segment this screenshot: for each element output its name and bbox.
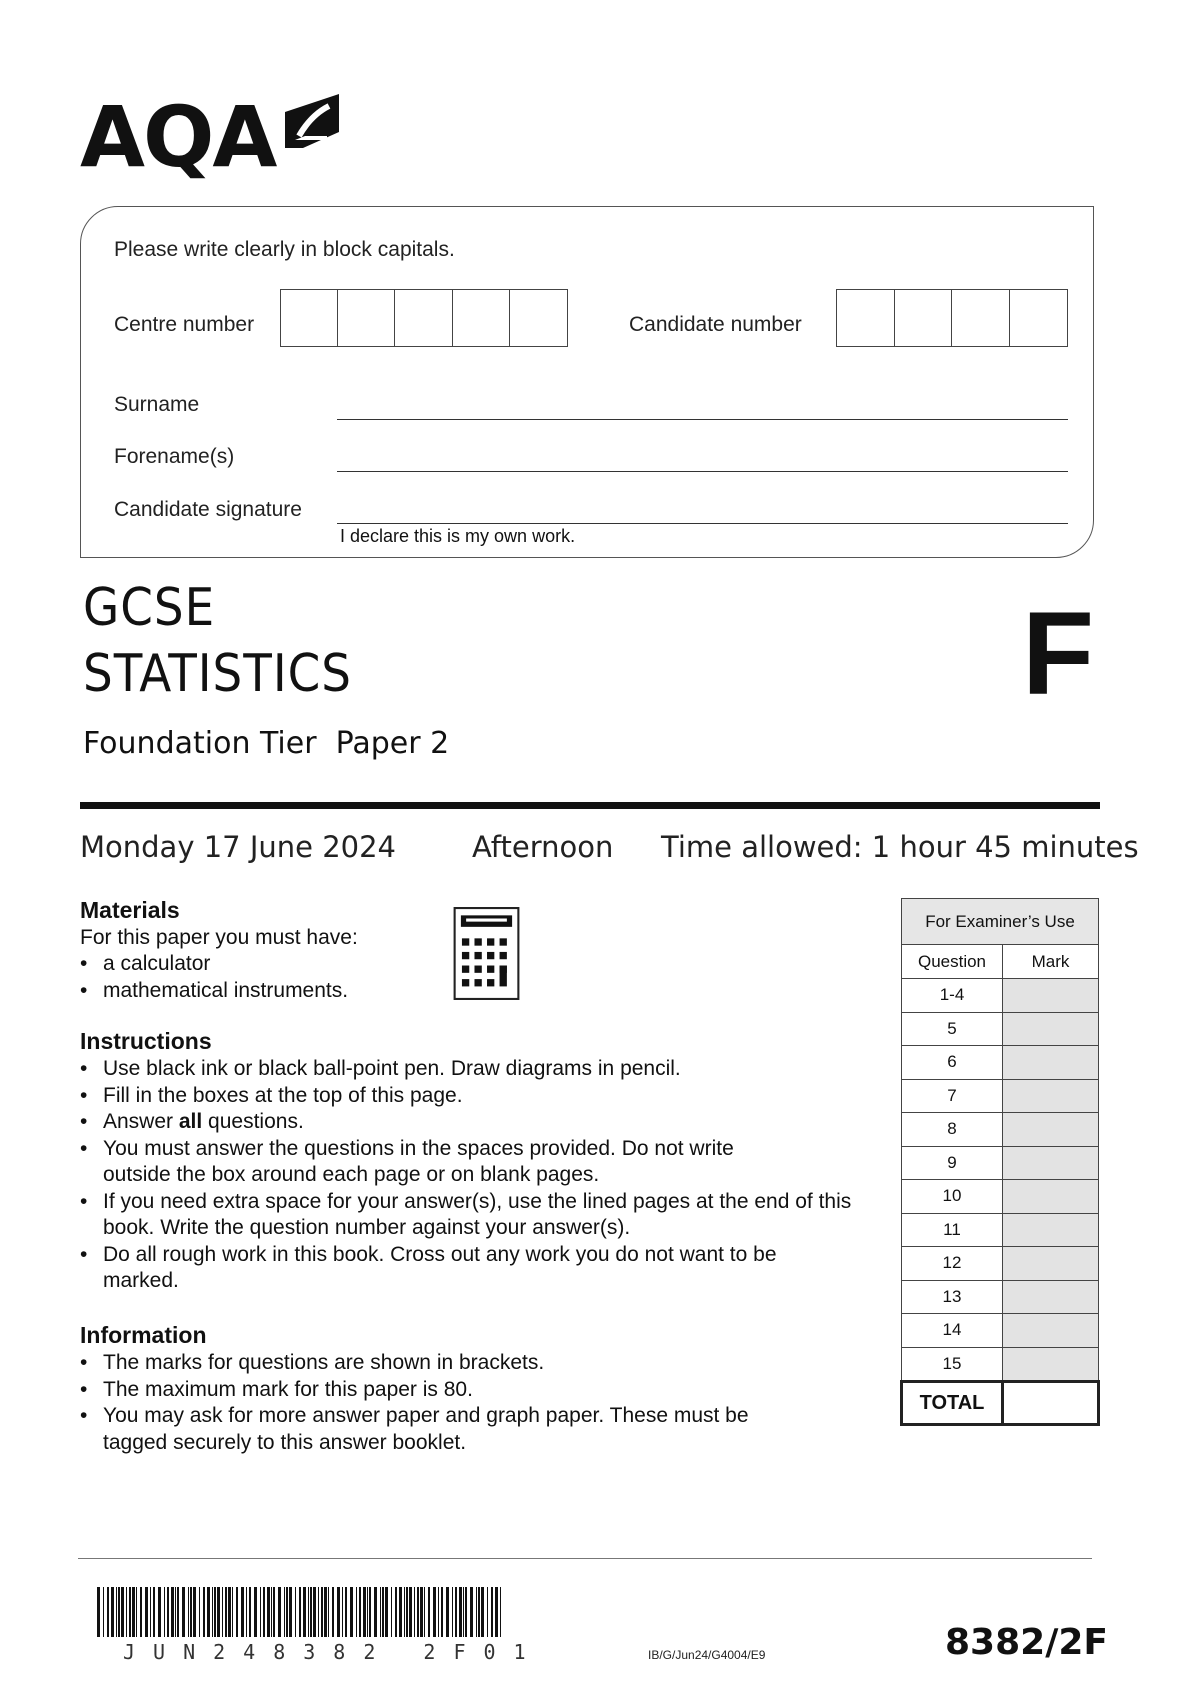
barcode-bar: [284, 1587, 285, 1637]
barcode-bar: [167, 1587, 169, 1637]
list-item: • Answer all questions.: [80, 1109, 860, 1136]
table-row: [902, 1180, 1099, 1214]
barcode-bar: [359, 1587, 361, 1637]
materials-list: [80, 951, 348, 1004]
declaration-text: I declare this is my own work.: [340, 526, 576, 546]
table-row: [902, 1247, 1099, 1281]
table-row: [902, 1113, 1099, 1147]
table-row: [902, 1213, 1099, 1247]
mark-cell: [1003, 1113, 1099, 1147]
total-row: [902, 1382, 1099, 1425]
time-allowed: Time allowed: 1 hour 45 minutes: [661, 830, 1139, 864]
barcode-bar: [164, 1587, 165, 1637]
barcode-bar: [263, 1587, 265, 1637]
table-row: [902, 1146, 1099, 1180]
barcode-bar: [491, 1587, 493, 1637]
exam-date: Monday 17 June 2024: [80, 830, 396, 864]
list-item: • You may ask for more answer paper and graph paper. These must be tagged securely to this answer booklet.: [80, 1403, 800, 1456]
barcode-bar: [433, 1587, 436, 1637]
barcode-bar: [177, 1587, 179, 1637]
barcode-bar: [273, 1587, 275, 1637]
signature-label: Candidate signature: [114, 498, 302, 521]
mark-cell: [1003, 1213, 1099, 1247]
barcode-bar: [500, 1587, 501, 1637]
list-item: • The marks for questions are shown in brackets.: [80, 1350, 800, 1377]
barcode-bar: [271, 1587, 272, 1637]
mark-cell: [1003, 1012, 1099, 1046]
barcode-bar: [495, 1587, 498, 1637]
question-column-header: Question: [902, 945, 1003, 979]
candidate-number-digit[interactable]: [895, 290, 953, 346]
barcode-bar: [350, 1587, 353, 1637]
barcode-bar: [345, 1587, 347, 1637]
barcode-bar: [236, 1587, 238, 1637]
centre-number-label: Centre number: [114, 313, 255, 336]
barcode-bar: [465, 1587, 467, 1637]
barcode-bar: [391, 1587, 392, 1637]
table-row: [902, 1347, 1099, 1382]
barcode-bar: [217, 1587, 220, 1637]
mark-cell: [1003, 1079, 1099, 1113]
list-item: • a calculator: [80, 951, 348, 978]
qualification-title: GCSE: [83, 578, 216, 638]
mark-cell: [1003, 1347, 1099, 1382]
table-row: [902, 1012, 1099, 1046]
candidate-number-digit[interactable]: [837, 290, 895, 346]
barcode-bar: [232, 1587, 233, 1637]
barcode-bar: [404, 1587, 405, 1637]
materials-heading: Materials: [80, 897, 180, 923]
barcode-bar: [246, 1587, 247, 1637]
mark-cell: [1003, 1247, 1099, 1281]
candidate-number-digit[interactable]: [1010, 290, 1068, 346]
forenames-label: Forename(s): [114, 445, 235, 468]
list-item: • You must answer the questions in the spaces provided. Do not write outside the box around each page or on blank pages.: [80, 1136, 803, 1189]
barcode-bar: [463, 1587, 464, 1637]
aqa-logo: AQA: [80, 88, 276, 186]
barcode-text: JUN248382 2F01: [123, 1640, 544, 1664]
information-heading: Information: [80, 1322, 207, 1348]
table-row: [902, 1280, 1099, 1314]
barcode-bar: [374, 1587, 377, 1637]
list-item: • The maximum mark for this paper is 80.: [80, 1377, 800, 1404]
barcode-bar: [337, 1587, 340, 1637]
list-item: • If you need extra space for your answer(s), use the lined pages at the end of this book. Write the question number against your answer(s).: [80, 1189, 883, 1242]
barcode-bar: [321, 1587, 323, 1637]
barcode-bar: [267, 1587, 270, 1637]
question-number: 13: [902, 1280, 1003, 1314]
barcode-bar: [356, 1587, 357, 1637]
barcode-bar: [446, 1587, 449, 1637]
barcode-bar: [207, 1587, 210, 1637]
barcode-bar: [399, 1587, 402, 1637]
barcode-bar: [116, 1587, 117, 1637]
mark-cell: [1003, 1314, 1099, 1348]
barcode-bar: [97, 1587, 100, 1637]
question-number: 7: [902, 1079, 1003, 1113]
barcode-bar: [214, 1587, 216, 1637]
barcode-bar: [171, 1587, 174, 1637]
paper-subtitle: Foundation Tier Paper 2: [83, 726, 450, 761]
barcode-bar: [228, 1587, 231, 1637]
document-reference: IB/G/Jun24/G4004/E9: [648, 1648, 766, 1662]
barcode-bar: [126, 1587, 127, 1637]
list-item: • mathematical instruments.: [80, 978, 348, 1005]
barcode: [97, 1587, 505, 1647]
barcode-bar: [459, 1587, 462, 1637]
barcode-bar: [409, 1587, 412, 1637]
list-item: • Fill in the boxes at the top of this page.: [80, 1083, 860, 1110]
barcode-bar: [182, 1587, 185, 1637]
block-capitals-instruction: Please write clearly in block capitals.: [114, 238, 455, 261]
barcode-bar: [441, 1587, 443, 1637]
barcode-bar: [452, 1587, 453, 1637]
barcode-bar: [241, 1587, 244, 1637]
list-item: • Do all rough work in this book. Cross out any work you do not want to be marked.: [80, 1242, 803, 1295]
barcode-bar: [254, 1587, 257, 1637]
barcode-bar: [175, 1587, 176, 1637]
mark-cell: [1003, 979, 1099, 1013]
barcode-bar: [310, 1587, 312, 1637]
mark-cell: [1003, 1046, 1099, 1080]
barcode-bar: [145, 1587, 148, 1637]
barcode-bar: [140, 1587, 142, 1637]
barcode-bar: [203, 1587, 205, 1637]
table-row: [902, 1314, 1099, 1348]
barcode-bar: [406, 1587, 408, 1637]
question-number: 12: [902, 1247, 1003, 1281]
barcode-bar: [212, 1587, 213, 1637]
question-number: 5: [902, 1012, 1003, 1046]
question-number: 8: [902, 1113, 1003, 1147]
candidate-number-field[interactable]: [836, 289, 1068, 347]
barcode-bar: [199, 1587, 200, 1637]
barcode-bar: [332, 1587, 334, 1637]
barcode-bar: [369, 1587, 371, 1637]
centre-number-digit[interactable]: [338, 290, 395, 346]
barcode-bar: [303, 1587, 306, 1637]
barcode-bar: [289, 1587, 292, 1637]
question-number: 1-4: [902, 979, 1003, 1013]
title-divider: [80, 802, 1100, 809]
table-row: [902, 1046, 1099, 1080]
instructions-list: [80, 1056, 860, 1295]
barcode-bar: [193, 1587, 196, 1637]
centre-number-digit[interactable]: [281, 290, 338, 346]
barcode-bar: [481, 1587, 484, 1637]
barcode-bar: [188, 1587, 189, 1637]
barcode-bar: [428, 1587, 430, 1637]
barcode-bar: [476, 1587, 477, 1637]
barcode-bar: [158, 1587, 161, 1637]
barcode-bar: [103, 1587, 104, 1637]
barcode-bar: [382, 1587, 384, 1637]
surname-field[interactable]: [337, 419, 1068, 420]
examiner-table-title: For Examiner’s Use: [902, 899, 1099, 945]
question-number: 15: [902, 1347, 1003, 1382]
surname-label: Surname: [114, 393, 200, 416]
barcode-bar: [249, 1587, 251, 1637]
barcode-bar: [420, 1587, 423, 1637]
materials-intro: For this paper you must have:: [80, 926, 358, 949]
examiner-use-table: [900, 898, 1100, 1426]
barcode-bar: [260, 1587, 261, 1637]
total-mark-cell: [1003, 1382, 1099, 1425]
barcode-bar: [367, 1587, 368, 1637]
aqa-leaf-icon: [283, 92, 341, 150]
signature-field[interactable]: [337, 523, 1068, 524]
barcode-bar: [487, 1587, 488, 1637]
barcode-bar: [470, 1587, 473, 1637]
barcode-bar: [424, 1587, 425, 1637]
table-row: [902, 979, 1099, 1013]
barcode-bar: [107, 1587, 109, 1637]
mark-column-header: Mark: [1003, 945, 1099, 979]
candidate-number-label: Candidate number: [629, 313, 802, 336]
list-item: • Use black ink or black ball-point pen. Draw diagrams in pencil.: [80, 1056, 860, 1083]
barcode-bar: [295, 1587, 296, 1637]
barcode-bar: [286, 1587, 288, 1637]
barcode-bar: [278, 1587, 281, 1637]
barcode-bar: [129, 1587, 131, 1637]
total-label: TOTAL: [902, 1382, 1003, 1425]
barcode-bar: [313, 1587, 316, 1637]
barcode-bar: [455, 1587, 457, 1637]
barcode-bar: [308, 1587, 309, 1637]
footer-divider: [78, 1558, 1092, 1559]
centre-number-digit[interactable]: [395, 290, 452, 346]
barcode-bar: [380, 1587, 381, 1637]
barcode-bar: [395, 1587, 397, 1637]
barcode-bar: [385, 1587, 388, 1637]
barcode-bar: [478, 1587, 480, 1637]
question-number: 10: [902, 1180, 1003, 1214]
tier-letter: F: [1022, 588, 1095, 720]
barcode-bar: [417, 1587, 419, 1637]
barcode-bar: [318, 1587, 319, 1637]
barcode-bar: [222, 1587, 223, 1637]
barcode-bar: [111, 1587, 114, 1637]
information-list: [80, 1350, 800, 1456]
table-row: [902, 1079, 1099, 1113]
question-number: 14: [902, 1314, 1003, 1348]
barcode-bar: [414, 1587, 415, 1637]
barcode-bar: [342, 1587, 343, 1637]
barcode-bar: [363, 1587, 366, 1637]
forenames-field[interactable]: [337, 471, 1068, 472]
barcode-bar: [299, 1587, 301, 1637]
question-number: 9: [902, 1146, 1003, 1180]
mark-cell: [1003, 1280, 1099, 1314]
instructions-heading: Instructions: [80, 1028, 212, 1054]
barcode-bar: [153, 1587, 155, 1637]
subject-title: STATISTICS: [83, 644, 352, 704]
barcode-bar: [328, 1587, 329, 1637]
barcode-bar: [225, 1587, 227, 1637]
barcode-bar: [132, 1587, 135, 1637]
barcode-bar: [118, 1587, 120, 1637]
calculator-icon: [453, 907, 520, 1000]
centre-number-digit[interactable]: [510, 290, 567, 346]
question-number: 11: [902, 1213, 1003, 1247]
barcode-bar: [438, 1587, 439, 1637]
barcode-bar: [190, 1587, 192, 1637]
barcode-bar: [136, 1587, 137, 1637]
candidate-number-digit[interactable]: [952, 290, 1010, 346]
barcode-bar: [150, 1587, 151, 1637]
mark-cell: [1003, 1146, 1099, 1180]
paper-code: 8382/2F: [945, 1622, 1108, 1663]
question-number: 6: [902, 1046, 1003, 1080]
barcode-bar: [121, 1587, 124, 1637]
barcode-bar: [324, 1587, 327, 1637]
exam-session: Afternoon: [472, 830, 614, 864]
centre-number-field[interactable]: [280, 289, 568, 347]
mark-cell: [1003, 1180, 1099, 1214]
centre-number-digit[interactable]: [453, 290, 510, 346]
